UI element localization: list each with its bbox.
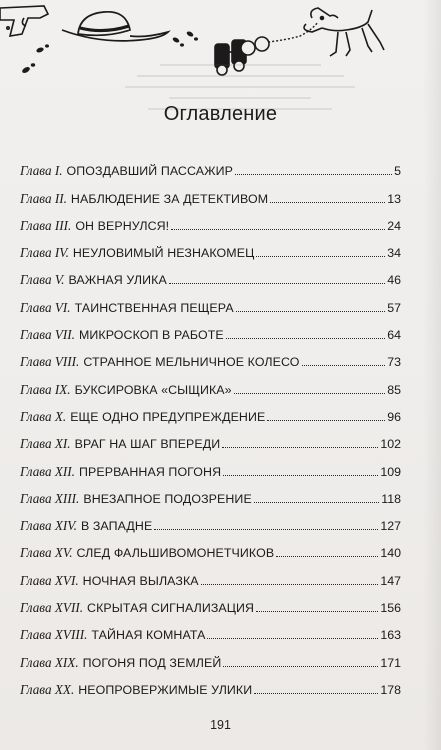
dot-leader — [201, 584, 379, 585]
chapter-label: Глава VI. — [20, 299, 71, 315]
chapter-label: Глава XIV. — [20, 518, 77, 534]
chapter-title: ПРЕРВАННАЯ ПОГОНЯ — [78, 464, 222, 479]
chapter-label: Глава XI. — [20, 436, 71, 452]
chapter-title: В ЗАПАДНЕ — [80, 519, 153, 534]
toc-row — [20, 261, 401, 288]
chapter-page-number: 64 — [387, 328, 401, 343]
toc-row — [20, 452, 401, 479]
chapter-label: Глава X. — [20, 408, 67, 424]
toc-row — [20, 480, 401, 507]
page-title: Оглавление — [163, 103, 278, 125]
toc-row — [20, 316, 401, 343]
chapter-page-number: 5 — [394, 164, 401, 179]
chapter-title: ПОГОНЯ ПОД ЗЕМЛЕЙ — [82, 655, 222, 670]
dot-leader — [222, 447, 378, 448]
chapter-label: Глава II. — [20, 190, 67, 206]
chapter-page-number: 73 — [387, 355, 401, 370]
chapter-label: Глава XX. — [20, 681, 75, 697]
dot-leader — [267, 420, 385, 421]
hat-icon — [62, 12, 168, 41]
dot-leader — [223, 666, 378, 667]
chapter-page-number: 156 — [380, 601, 401, 616]
chapter-title: ТАЙНАЯ КОМНАТА — [91, 628, 206, 643]
toc-row — [20, 534, 401, 561]
chapter-label: Глава IV. — [20, 245, 69, 261]
chapter-page-number: 147 — [380, 573, 401, 588]
pistol-icon — [0, 6, 48, 36]
chapter-title: ВРАГ НА ШАГ ВПЕРЕДИ — [74, 437, 221, 452]
dot-leader — [169, 283, 385, 284]
chapter-label: Глава XII. — [20, 463, 75, 479]
chapter-title: НЕУЛОВИМЫЙ НЕЗНАКОМЕЦ — [72, 246, 255, 261]
toc-row — [20, 671, 401, 698]
toc-row — [20, 643, 401, 670]
chapter-label: Глава V. — [20, 272, 65, 288]
toc-row — [20, 152, 401, 179]
toc-row — [20, 589, 401, 616]
chapter-page-number: 118 — [381, 491, 401, 506]
chapter-page-number: 46 — [387, 273, 401, 288]
dot-leader — [234, 393, 386, 394]
dot-leader — [254, 502, 379, 503]
chapter-title: ЕЩЕ ОДНО ПРЕДУПРЕЖДЕНИЕ — [70, 409, 266, 424]
chapter-label: Глава IX. — [20, 381, 71, 397]
chapter-page-number: 140 — [380, 546, 401, 561]
dot-leader — [270, 202, 385, 203]
toc-row — [20, 370, 401, 397]
dot-leader — [236, 311, 386, 312]
chapter-title: ОН ВЕРНУЛСЯ! — [75, 218, 170, 233]
toc-row — [20, 207, 401, 234]
chapter-title: НАБЛЮДЕНИЕ ЗА ДЕТЕКТИВОМ — [70, 191, 269, 206]
chapter-page-number: 109 — [380, 464, 401, 479]
dot-leader — [254, 693, 378, 694]
chapter-title: СКРЫТАЯ СИГНАЛИЗАЦИЯ — [87, 601, 255, 616]
toc-row — [20, 234, 401, 261]
chapter-title: СЛЕД ФАЛЬШИВОМОНЕТЧИКОВ — [76, 546, 275, 561]
chapter-label: Глава XVIII. — [20, 627, 88, 643]
chapter-page-number: 13 — [387, 191, 401, 206]
toc-row — [20, 425, 401, 452]
chapter-page-number: 96 — [387, 409, 401, 424]
chapter-page-number: 57 — [387, 300, 401, 315]
chapter-page-number: 85 — [387, 382, 401, 397]
chapter-label: Глава I. — [20, 163, 63, 179]
toc-row — [20, 507, 401, 534]
chapter-label: Глава XIII. — [20, 490, 80, 506]
chapter-title: ВАЖНАЯ УЛИКА — [68, 273, 167, 288]
chapter-page-number: 163 — [380, 628, 401, 643]
chapter-page-number: 102 — [380, 437, 401, 452]
dog-icon — [304, 8, 384, 56]
dot-leader — [223, 475, 378, 476]
dot-leader — [256, 256, 385, 257]
chapter-label: Глава XVII. — [20, 600, 84, 616]
chapter-label: Глава VII. — [20, 327, 75, 343]
dot-leader — [276, 556, 378, 557]
chapter-page-number: 24 — [387, 218, 401, 233]
chapter-label: Глава III. — [20, 217, 72, 233]
chapter-page-number: 127 — [380, 519, 401, 534]
page-number: 191 — [210, 718, 231, 732]
dot-leader — [154, 529, 378, 530]
chapter-title: ВНЕЗАПНОЕ ПОДОЗРЕНИЕ — [83, 491, 252, 506]
dot-leader — [207, 638, 378, 639]
dot-leader — [226, 338, 385, 339]
toc-row — [20, 288, 401, 315]
toc-row — [20, 179, 401, 206]
chapter-label: Глава VIII. — [20, 354, 80, 370]
chapter-label: Глава XVI. — [20, 572, 79, 588]
dot-leader — [256, 611, 378, 612]
toc-row — [20, 561, 401, 588]
chapter-title: ОПОЗДАВШИЙ ПАССАЖИР — [66, 164, 234, 179]
chapter-label: Глава XV. — [20, 545, 73, 561]
toc-row — [20, 398, 401, 425]
toc-row — [20, 616, 401, 643]
chapter-title: НОЧНАЯ ВЫЛАЗКА — [82, 573, 199, 588]
dot-leader — [302, 365, 386, 366]
chapter-page-number: 178 — [380, 682, 401, 697]
chapter-title: ТАИНСТВЕННАЯ ПЕЩЕРА — [74, 300, 234, 315]
chapter-title: СТРАННОЕ МЕЛЬНИЧНОЕ КОЛЕСО — [83, 355, 300, 370]
dot-leader — [171, 229, 385, 230]
page-edge-shadow — [423, 0, 441, 750]
chapter-page-number: 171 — [380, 655, 401, 670]
dot-leader — [235, 174, 392, 175]
chapter-title: МИКРОСКОП В РАБОТЕ — [78, 328, 224, 343]
chapter-label: Глава XIX. — [20, 654, 79, 670]
table-of-contents — [20, 152, 401, 698]
chapter-title: НЕОПРОВЕРЖИМЫЕ УЛИКИ — [78, 682, 253, 697]
chapter-page-number: 34 — [387, 246, 401, 261]
chapter-title: БУКСИРОВКА «СЫЩИКА» — [74, 382, 232, 397]
toc-row — [20, 343, 401, 370]
